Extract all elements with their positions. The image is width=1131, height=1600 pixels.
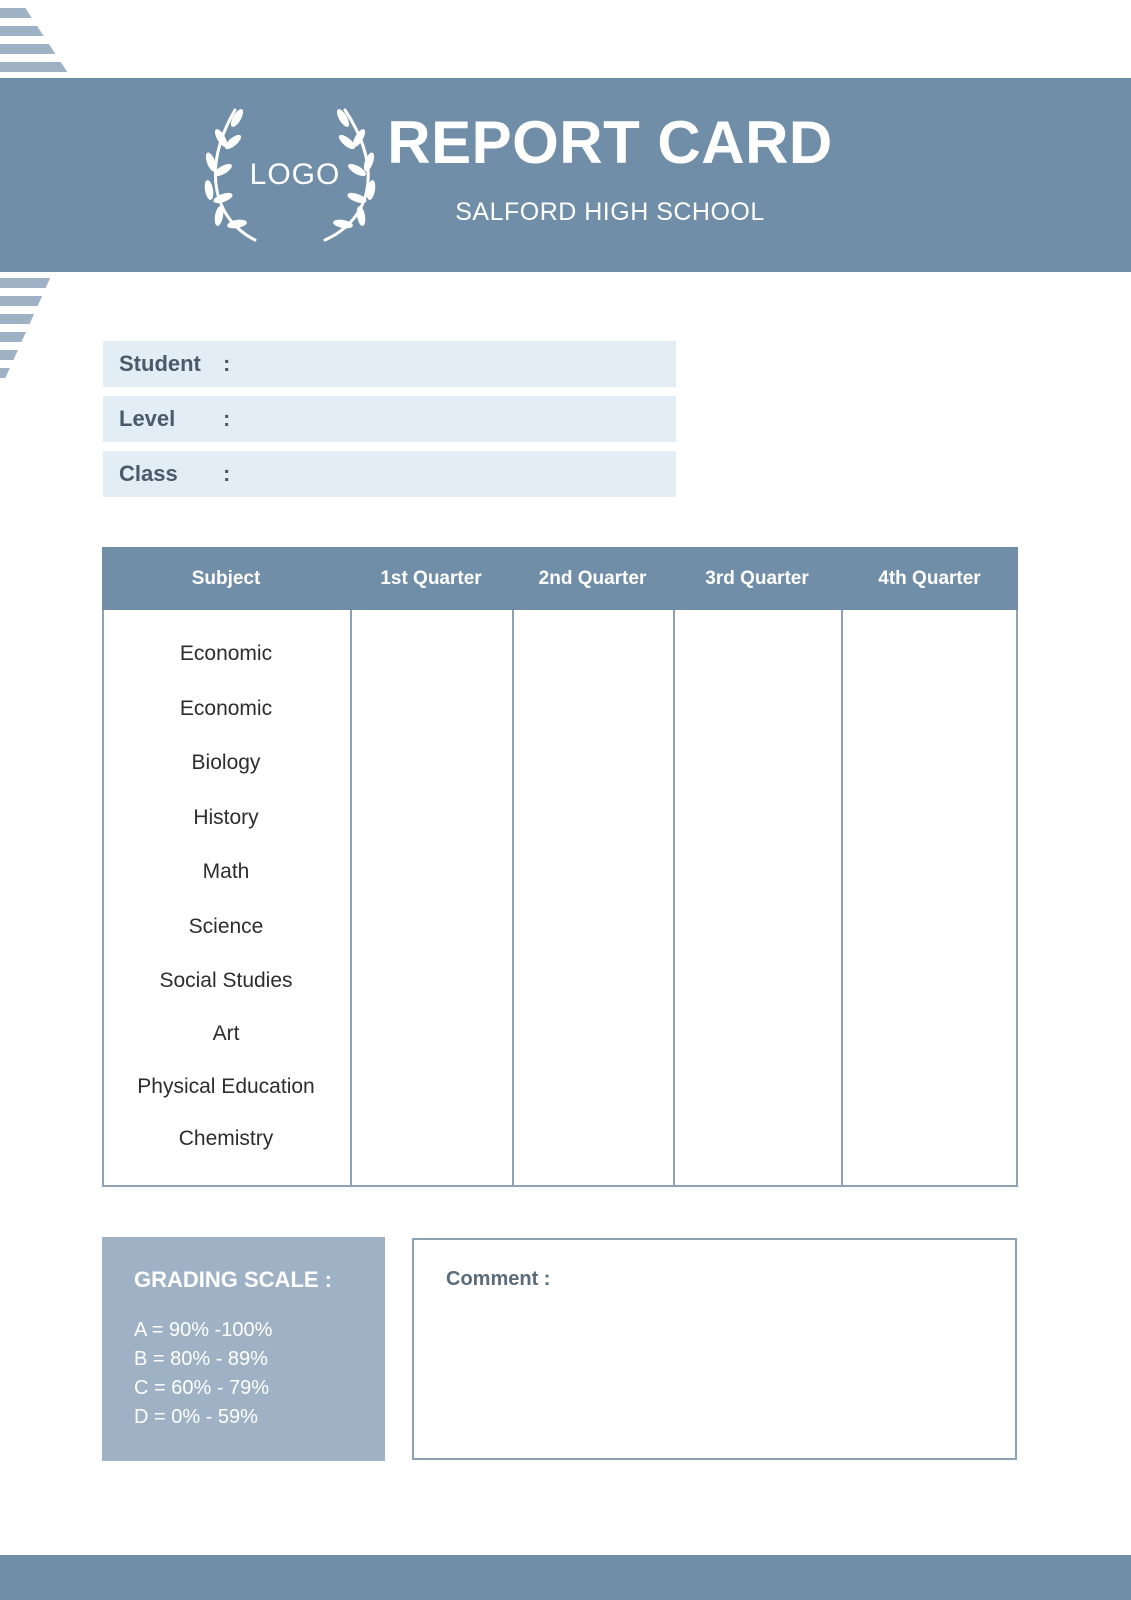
comment-label: Comment : (446, 1268, 551, 1290)
subject-cell: Science (188, 915, 264, 938)
grading-scale-box (102, 1237, 385, 1461)
grading-scale-line: A = 90% -100% (134, 1319, 273, 1341)
footer-band (0, 1555, 1131, 1600)
page-title: REPORT CARD (387, 109, 833, 176)
column-divider (673, 610, 675, 1186)
student-colon: : (223, 351, 231, 376)
subject-cell: Economic (179, 642, 273, 665)
class-label: Class (119, 461, 178, 486)
level-label: Level (119, 406, 176, 431)
column-divider (350, 610, 352, 1186)
header-quarter-2: 2nd Quarter (538, 568, 647, 589)
header-subject: Subject (191, 568, 261, 589)
header-quarter-1: 1st Quarter (380, 568, 482, 589)
subject-cell: History (193, 806, 259, 829)
column-divider (512, 610, 514, 1186)
grading-scale-line: B = 80% - 89% (134, 1348, 268, 1370)
level-field[interactable] (103, 396, 676, 442)
subject-cell: Biology (191, 751, 261, 774)
student-label: Student (119, 351, 201, 376)
grading-scale-line: C = 60% - 79% (134, 1377, 270, 1399)
subject-cell: Social Studies (159, 969, 293, 992)
column-divider (841, 610, 843, 1186)
comment-box[interactable] (412, 1238, 1017, 1460)
grading-scale-title: GRADING SCALE : (134, 1267, 332, 1292)
header-quarter-3: 3rd Quarter (705, 568, 809, 589)
subject-cell: Chemistry (178, 1127, 274, 1150)
grading-scale-line: D = 0% - 59% (134, 1406, 258, 1428)
table-header (102, 547, 1018, 610)
subject-cell: Math (202, 860, 250, 883)
logo-placeholder: LOGO (249, 158, 341, 191)
header-quarter-4: 4th Quarter (878, 568, 981, 589)
subject-cell: Economic (179, 697, 273, 720)
class-field[interactable] (103, 451, 676, 497)
student-field[interactable] (103, 341, 676, 387)
school-name: SALFORD HIGH SCHOOL (455, 198, 765, 226)
class-colon: : (223, 461, 231, 486)
level-colon: : (223, 406, 231, 431)
subject-cell: Physical Education (137, 1075, 315, 1098)
subject-cell: Art (212, 1022, 240, 1045)
